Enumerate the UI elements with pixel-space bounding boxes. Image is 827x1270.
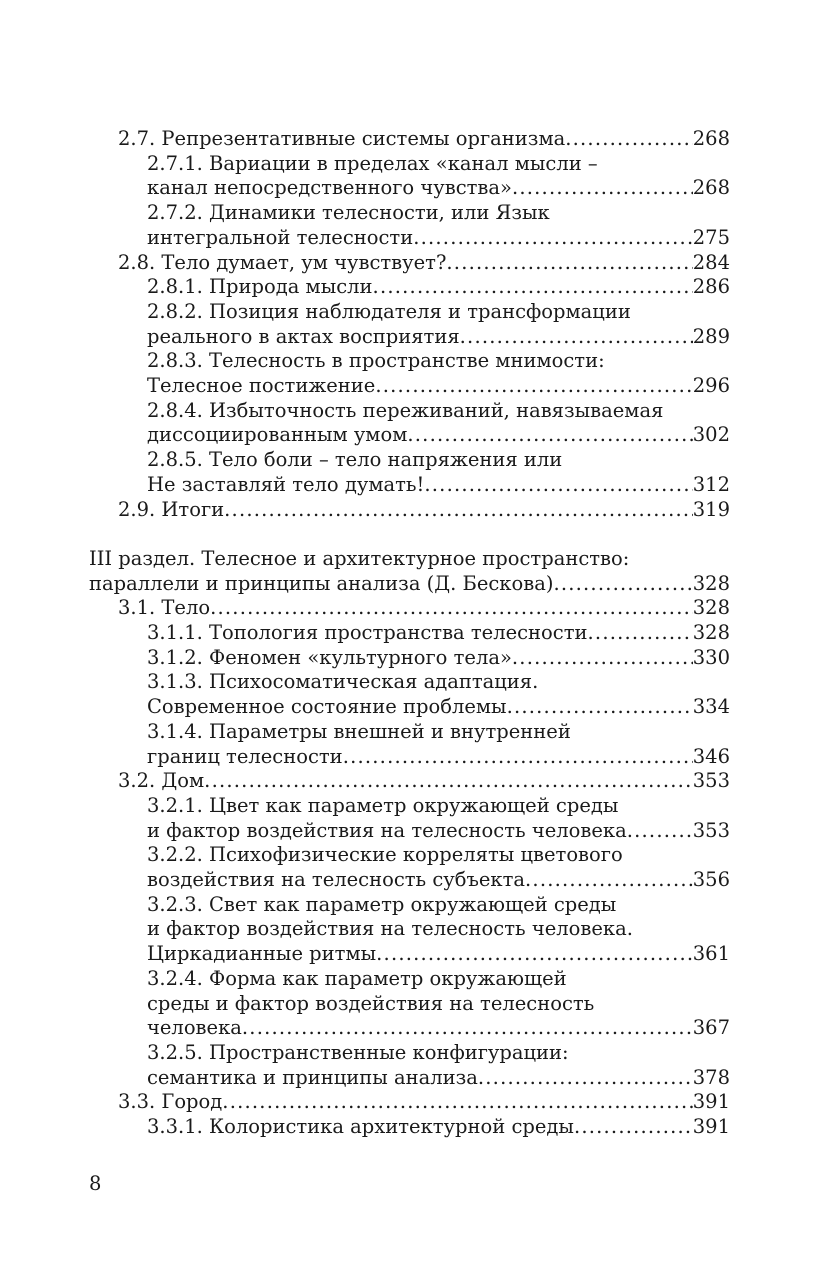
dot-leader <box>627 819 693 844</box>
toc-page-number: 391 <box>692 1115 730 1139</box>
toc-entry-title-line: 3.3.1. Колористика архитектурной среды <box>147 1115 574 1139</box>
toc-page-number: 353 <box>692 769 730 793</box>
toc-subsection-entry[interactable] <box>89 152 730 201</box>
toc-entry-title-line: Телесное постижение <box>147 374 376 398</box>
toc-entry-title-line: 3.2.2. Психофизические корреляты цветового <box>147 843 623 867</box>
toc-entry-title-line: воздействия на телесность субъекта <box>147 868 526 892</box>
toc-entry-title-line: границ телесности <box>147 744 343 768</box>
toc-page-number: 284 <box>692 250 730 274</box>
toc-entry-title-line: III раздел. Телесное и архитектурное пространство: <box>89 546 630 570</box>
dot-leader <box>507 695 693 720</box>
toc-subsection-entry[interactable] <box>89 843 730 892</box>
toc-subsection-entry[interactable] <box>89 300 730 349</box>
toc-page-number: 275 <box>692 225 730 249</box>
dot-leader <box>343 745 693 770</box>
toc-entry-title-line: параллели и принципы анализа (Д. Бескова) <box>89 571 554 595</box>
toc-entry-title-line: 2.8.4. Избыточность переживаний, навязываемая <box>147 398 664 422</box>
toc-entry-title-line: 2.7. Репрезентативные системы организма <box>118 127 566 150</box>
toc-subsection-entry[interactable] <box>89 967 730 1041</box>
dot-leader <box>242 1016 693 1041</box>
toc-entry-title-line: 2.8.2. Позиция наблюдателя и трансформации <box>147 299 631 323</box>
dot-leader <box>478 1066 693 1091</box>
toc-part-entry[interactable] <box>89 547 730 596</box>
toc-subsection-entry[interactable] <box>89 1115 730 1140</box>
toc-page-number: 268 <box>692 127 730 150</box>
toc-entry-title-line: и фактор воздействия на телесность человека <box>147 818 627 842</box>
toc-subsection-entry[interactable] <box>89 1041 730 1090</box>
toc-entry-title-line: 2.9. Итоги <box>118 497 225 521</box>
toc-subsection-entry[interactable] <box>89 399 730 448</box>
toc-entry-title-line: и фактор воздействия на телесность человека. <box>147 917 633 941</box>
toc-subsection-entry[interactable] <box>89 646 730 671</box>
toc-subsection-entry[interactable] <box>89 893 730 967</box>
toc-entry-title-line: 3.2.3. Свет как параметр окружающей среды <box>147 892 617 916</box>
toc-entry-title-line: 3.1.4. Параметры внешней и внутренней <box>147 719 571 743</box>
toc-entry-title-line: Не заставляй тело думать! <box>147 472 425 496</box>
dot-leader <box>413 226 693 251</box>
dot-leader <box>375 374 692 399</box>
toc-page-number: 367 <box>692 1016 730 1040</box>
toc-page-number: 346 <box>692 744 730 768</box>
toc-page-number: 378 <box>692 1065 730 1089</box>
dot-leader <box>222 1090 692 1115</box>
table-of-contents <box>89 127 730 1140</box>
toc-subsection-entry[interactable] <box>89 670 730 719</box>
dot-leader <box>512 176 693 201</box>
toc-entry-title-line: 3.1.1. Топология пространства телесности <box>147 621 588 645</box>
toc-entry-title-line: семантика и принципы анализа <box>147 1065 478 1089</box>
dot-leader <box>204 769 693 794</box>
toc-page-number: 334 <box>692 695 730 719</box>
toc-section-entry[interactable] <box>89 498 730 523</box>
dot-leader <box>373 275 693 300</box>
dot-leader <box>553 572 692 597</box>
toc-subsection-entry[interactable] <box>89 275 730 300</box>
toc-subsection-entry[interactable] <box>89 794 730 843</box>
toc-entry-title-line: 3.2.1. Цвет как параметр окружающей среды <box>147 793 619 817</box>
toc-page-number: 312 <box>692 472 730 496</box>
toc-entry-title-line: 2.8.3. Телесность в пространстве мнимости: <box>147 349 605 373</box>
toc-entry-title-line: диссоциированным умом <box>147 423 408 447</box>
dot-leader <box>210 596 693 621</box>
toc-page-number: 330 <box>692 645 730 669</box>
toc-entry-title-line: 3.1.2. Феномен «культурного тела» <box>147 645 512 669</box>
toc-entry-title-line: 3.2.4. Форма как параметр окружающей <box>147 966 567 990</box>
dot-leader <box>512 646 693 671</box>
toc-section-entry[interactable] <box>89 1090 730 1115</box>
toc-page-number: 296 <box>692 374 730 398</box>
toc-entry-title-line: 2.7.1. Вариации в пределах «канал мысли – <box>147 151 598 175</box>
toc-entry-title-line: 2.8.1. Природа мысли <box>147 275 373 299</box>
toc-entry-title-line: интегральной телесности <box>147 225 414 249</box>
toc-page-number: 356 <box>692 868 730 892</box>
toc-entry-title-line: канал непосредственного чувства» <box>147 176 512 200</box>
section-gap <box>89 522 730 547</box>
toc-section-entry[interactable] <box>89 769 730 794</box>
toc-entry-title-line: реального в актах восприятия <box>147 324 460 348</box>
toc-entry-title-line: 2.8. Тело думает, ум чувствует? <box>118 250 447 274</box>
dot-leader <box>525 868 693 893</box>
toc-page-number: 328 <box>692 571 730 595</box>
dot-leader <box>376 942 693 967</box>
toc-entry-title-line: Современное состояние проблемы <box>147 695 507 719</box>
toc-entry-title-line: 3.2.5. Пространственные конфигурации: <box>147 1041 569 1064</box>
toc-entry-title-line: среды и фактор воздействия на телесность <box>147 991 595 1015</box>
toc-page-number: 302 <box>692 423 730 447</box>
toc-subsection-entry[interactable] <box>89 349 730 398</box>
toc-page-number: 268 <box>692 176 730 200</box>
toc-entry-title-line: человека <box>147 1016 242 1040</box>
dot-leader <box>460 325 693 350</box>
toc-page-number: 353 <box>692 818 730 842</box>
toc-entry-title-line: 2.7.2. Динамики телесности, или Язык <box>147 201 550 225</box>
dot-leader <box>574 1115 693 1140</box>
toc-section-entry[interactable] <box>89 127 730 152</box>
dot-leader <box>224 498 693 523</box>
dot-leader <box>565 127 693 152</box>
toc-entry-title-line: 3.2. Дом <box>118 769 205 793</box>
dot-leader <box>588 621 693 646</box>
toc-page-number: 328 <box>692 596 730 620</box>
dot-leader <box>446 251 692 276</box>
dot-leader <box>407 423 692 448</box>
toc-page-number: 286 <box>692 275 730 299</box>
toc-section-entry[interactable] <box>89 596 730 621</box>
toc-subsection-entry[interactable] <box>89 201 730 250</box>
toc-page-number: 289 <box>692 324 730 348</box>
toc-subsection-entry[interactable] <box>89 720 730 769</box>
page-number: 8 <box>89 1172 102 1195</box>
toc-section-entry[interactable] <box>89 251 730 276</box>
toc-entry-title-line: 3.1.3. Психосоматическая адаптация. <box>147 670 539 694</box>
toc-subsection-entry[interactable] <box>89 621 730 646</box>
toc-subsection-entry[interactable] <box>89 448 730 497</box>
toc-page-number: 361 <box>692 942 730 966</box>
toc-page-number: 319 <box>692 497 730 521</box>
dot-leader <box>424 473 692 498</box>
toc-page-number: 328 <box>692 621 730 645</box>
toc-entry-title-line: 2.8.5. Тело боли – тело напряжения или <box>147 448 563 472</box>
toc-entry-title-line: Циркадианные ритмы <box>147 942 377 966</box>
toc-entry-title-line: 3.3. Город <box>118 1090 223 1114</box>
toc-entry-title-line: 3.1. Тело <box>118 596 211 620</box>
toc-page-number: 391 <box>692 1090 730 1114</box>
